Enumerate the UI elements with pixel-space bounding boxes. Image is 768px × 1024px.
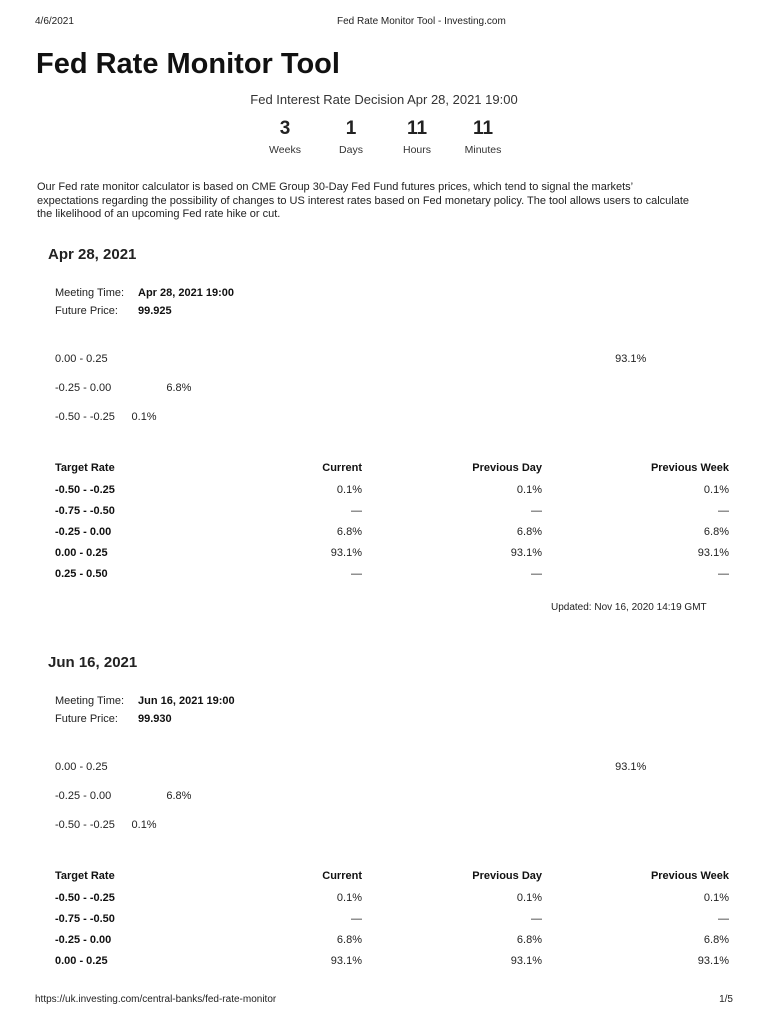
probability-range-label: 0.00 - 0.25 [55,352,108,365]
countdown-weeks [252,118,318,157]
table-header-row [55,456,729,479]
previous-week-cell: 0.1% [703,891,729,904]
countdown-minutes-value: 11 [472,118,494,139]
target-rate-cell: -0.75 - -0.50 [55,912,115,925]
current-cell: 0.1% [336,891,362,904]
current-cell: 6.8% [336,525,362,538]
meeting-time-value: Apr 28, 2021 19:00 [138,287,235,299]
table-row [55,479,729,500]
probability-bar [127,410,128,424]
previous-day-cell: 0.1% [516,891,542,904]
countdown-hours-unit: Hours [402,144,431,156]
current-cell: 93.1% [330,954,362,967]
target-rate-table [55,864,729,971]
probability-row [55,781,735,810]
previous-day-cell: 93.1% [510,954,542,967]
probability-bar [127,789,162,803]
previous-week-cell: 93.1% [697,954,729,967]
probability-row [55,810,735,839]
previous-week-cell: — [718,912,729,925]
countdown-minutes [450,118,516,157]
countdown-days [318,118,384,157]
previous-week-cell: 93.1% [697,546,729,559]
previous-day-cell: — [531,504,542,517]
meeting-date-heading: Jun 16, 2021 [48,654,138,671]
current-cell: — [351,504,362,517]
previous-week-cell: 0.1% [703,483,729,496]
table-header-row [55,864,729,887]
print-footer-page-number: 1/5 [719,994,733,1005]
countdown-hours [384,118,450,157]
probability-range-label: -0.25 - 0.00 [55,789,112,802]
probability-value-label: 0.1% [131,818,157,831]
target-rate-cell: -0.50 - -0.25 [55,891,115,904]
countdown-days-value: 1 [345,118,357,139]
header-target-rate: Target Rate [55,461,115,474]
probability-range-label: 0.00 - 0.25 [55,760,108,773]
current-cell: 93.1% [330,546,362,559]
header-previous-week: Previous Week [650,461,729,474]
previous-day-cell: 6.8% [516,933,542,946]
current-cell: — [351,567,362,580]
countdown-hours-value: 11 [406,118,428,139]
future-price-row [55,304,172,318]
table-row [55,542,729,563]
probability-value-label: 0.1% [131,410,157,423]
probability-range-label: -0.50 - -0.25 [55,818,115,831]
probability-bar [127,760,611,774]
probability-range-label: -0.25 - 0.00 [55,381,112,394]
meeting-time-value: Jun 16, 2021 19:00 [138,695,235,707]
probability-chart [55,344,735,431]
current-cell: 0.1% [336,483,362,496]
target-rate-cell: -0.50 - -0.25 [55,483,115,496]
header-current: Current [322,461,362,474]
meeting-time-row [55,286,234,300]
print-footer-url: https://uk.investing.com/central-banks/fed-rate-monitor [35,994,277,1005]
probability-chart [55,752,735,839]
previous-day-cell: 6.8% [516,525,542,538]
current-cell: 6.8% [336,933,362,946]
probability-bar [127,352,611,366]
meeting-time-label: Meeting Time: [55,695,125,707]
header-target-rate: Target Rate [55,869,115,882]
tool-description: Our Fed rate monitor calculator is based on CME Group 30-Day Fed Fund futures prices, which tend to signal the markets’ expectations regarding the possibility of changes to US interest rates based on Fed monetary policy. The tool allows users to calculate the likelihood of an upcoming Fed rate hike or cut. [37,181,690,220]
print-header-title: Fed Rate Monitor Tool - Investing.com [337,16,506,27]
countdown-weeks-value: 3 [279,118,291,139]
target-rate-cell: 0.00 - 0.25 [55,546,108,559]
print-header-date: 4/6/2021 [35,16,74,27]
target-rate-cell: 0.00 - 0.25 [55,954,108,967]
table-row [55,929,729,950]
target-rate-cell: -0.25 - 0.00 [55,933,112,946]
probability-value-label: 93.1% [615,352,647,365]
probability-value-label: 6.8% [166,381,192,394]
table-row [55,887,729,908]
previous-day-cell: — [531,912,542,925]
previous-week-cell: 6.8% [703,525,729,538]
table-row [55,500,729,521]
probability-range-label: -0.50 - -0.25 [55,410,115,423]
future-price-label: Future Price: [55,713,118,725]
previous-day-cell: — [531,567,542,580]
probability-row [55,344,735,373]
probability-value-label: 6.8% [166,789,192,802]
probability-value-label: 93.1% [615,760,647,773]
probability-row [55,373,735,402]
table-row [55,521,729,542]
header-previous-day: Previous Day [472,869,542,882]
meeting-date-heading: Apr 28, 2021 [48,246,137,263]
current-cell: — [351,912,362,925]
header-previous-week: Previous Week [650,869,729,882]
target-rate-cell: -0.75 - -0.50 [55,504,115,517]
table-row [55,908,729,929]
previous-day-cell: 93.1% [510,546,542,559]
meeting-time-label: Meeting Time: [55,287,125,299]
meeting-section [0,654,768,1024]
probability-row [55,752,735,781]
page-title: Fed Rate Monitor Tool [36,48,340,80]
previous-week-cell: — [718,504,729,517]
future-price-row [55,712,172,726]
target-rate-table [55,456,729,584]
countdown [252,118,516,157]
updated-timestamp: Updated: Nov 16, 2020 14:19 GMT [551,602,707,613]
target-rate-cell: 0.25 - 0.50 [55,567,108,580]
future-price-value: 99.925 [138,305,172,317]
previous-week-cell: — [718,567,729,580]
previous-day-cell: 0.1% [516,483,542,496]
header-current: Current [322,869,362,882]
future-price-value: 99.930 [138,713,172,725]
previous-week-cell: 6.8% [703,933,729,946]
future-price-label: Future Price: [55,305,118,317]
countdown-weeks-unit: Weeks [269,144,301,156]
countdown-days-unit: Days [339,144,363,156]
table-row [55,950,729,971]
table-row [55,563,729,584]
meeting-time-row [55,694,235,708]
probability-row [55,402,735,431]
meeting-section [0,246,768,626]
probability-bar [127,381,162,395]
probability-bar [127,818,128,832]
header-previous-day: Previous Day [472,461,542,474]
countdown-minutes-unit: Minutes [464,144,502,156]
target-rate-cell: -0.25 - 0.00 [55,525,112,538]
next-decision-label: Fed Interest Rate Decision Apr 28, 2021 19:00 [250,92,518,107]
